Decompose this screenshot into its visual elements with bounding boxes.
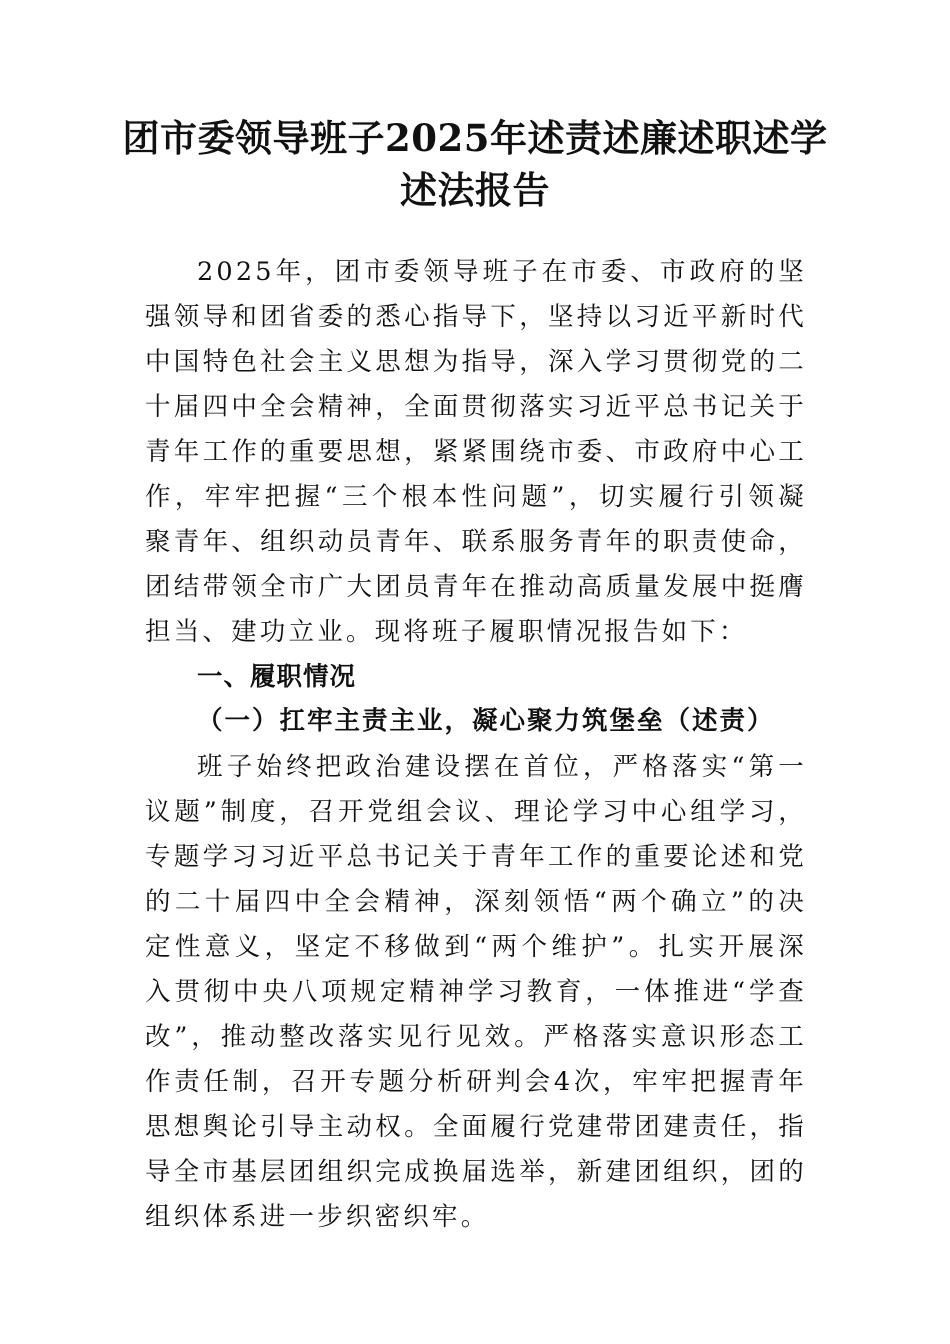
section-heading: 一、履职情况 xyxy=(197,662,357,692)
subsection-heading: （一）扛牢主责主业，凝心聚力筑堡垒（述责） xyxy=(197,706,775,736)
document-title: 团市委领导班子2025年述责述廉述职述学述法报告 xyxy=(122,116,828,212)
intro-paragraph: 2025年，团市委领导班子在市委、市政府的坚强领导和团省委的悉心指导下，坚持以习近平新时代中国特色社会主义思想为指导，深入学习贯彻党的二十届四中全会精神，全面贯彻落实习近平总书记关于青年工作的重要思想，紧紧围绕市委、市政府中心工作，牢牢把握“三个根本性问题”，切实履行引领凝聚青年、组织动员青年、联系服务青年的职责使命，团结带领全市广大团员青年在推动高质量发展中挺膺担当、建功立业。现将班子履职情况报告如下： xyxy=(145,257,807,647)
section-paragraph: 班子始终把政治建设摆在首位，严格落实“第一议题”制度，召开党组会议、理论学习中心组学习，专题学习习近平总书记关于青年工作的重要论述和党的二十届四中全会精神，深刻领悟“两个确立”的决定性意义，坚定不移做到“两个维护”。扎实开展深入贯彻中央八项规定精神学习教育，一体推进“学查改”，推动整改落实见行见效。严格落实意识形态工作责任制，召开专题分析研判会4次，牢牢把握青年思想舆论引导主动权。全面履行党建带团建责任，指导全市基层团组织完成换届选举，新建团组织，团的组织体系进一步织密织牢。 xyxy=(145,752,807,1232)
